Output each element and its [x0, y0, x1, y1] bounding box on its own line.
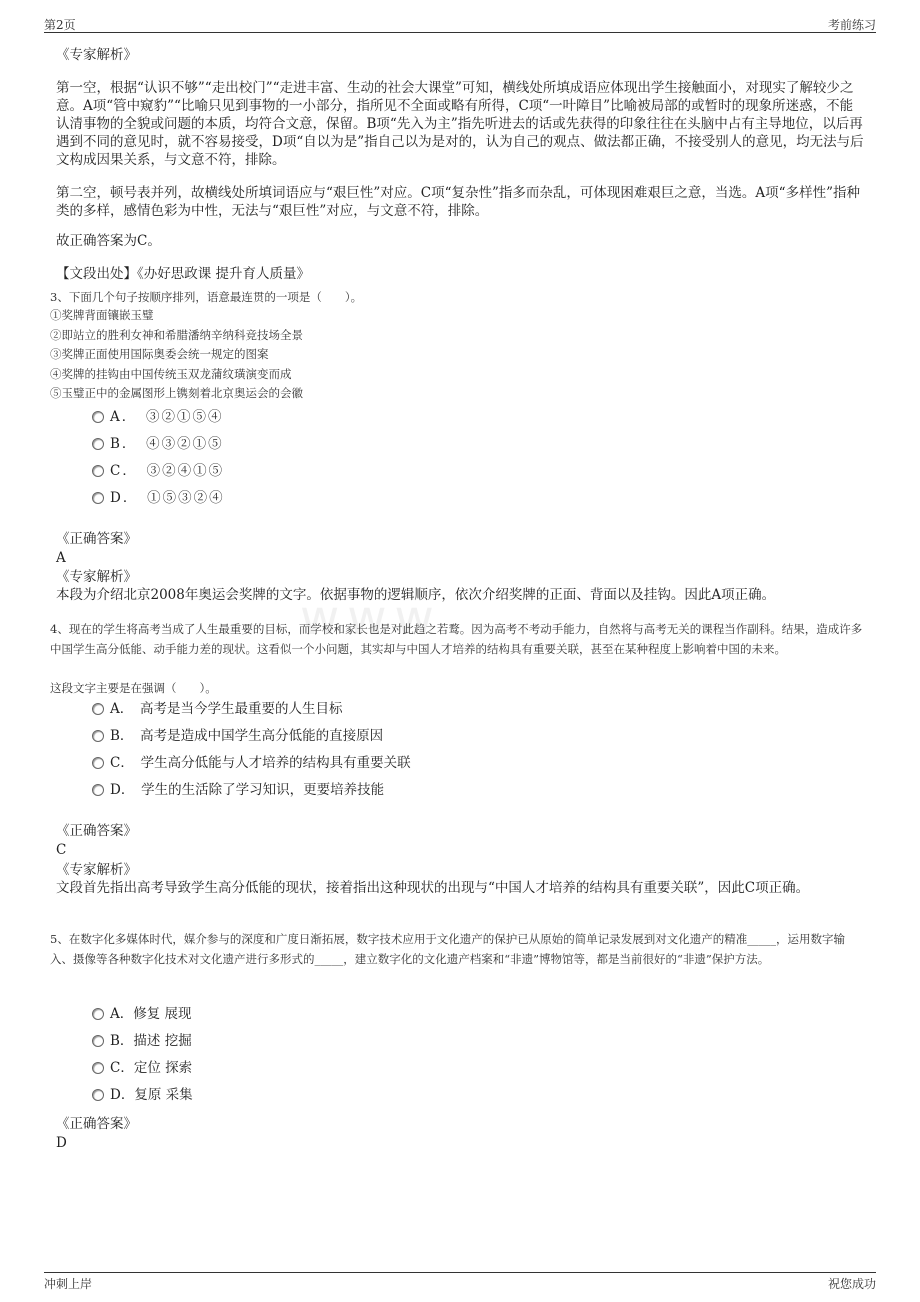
q4-ask: 这段文字主要是在强调（ ）。: [50, 681, 217, 695]
footer-left-text: 冲刺上岸: [44, 1277, 93, 1291]
q4-analysis: 文段首先指出高考导致学生高分低能的现状，接着指出这种现状的出现与“中国人才培养的结构具有重要关联”，因此C项正确。: [56, 880, 810, 896]
q4-option-b[interactable]: B． 高考是造成中国学生高分低能的直接原因: [92, 727, 383, 745]
q3-item-1: ①奖牌背面镶嵌玉璧: [50, 308, 154, 322]
radio-icon[interactable]: [92, 784, 104, 796]
q3-item-2: ②即站立的胜利女神和希腊潘纳辛纳科竞技场全景: [50, 327, 303, 342]
q3-item-5: ⑤玉璧正中的金属图形上镌刻着北京奥运会的会徽: [50, 386, 303, 400]
watermark: www: [300, 590, 442, 646]
radio-icon[interactable]: [92, 1008, 104, 1020]
radio-icon[interactable]: [92, 757, 104, 769]
q4-answer: C: [56, 842, 67, 858]
radio-icon[interactable]: [92, 1089, 104, 1101]
header-title: 考前练习: [827, 18, 876, 32]
q2-answer-line: 故正确答案为C。: [56, 233, 161, 249]
q3-item-3: ③奖牌正面使用国际奥委会统一规定的图案: [50, 347, 269, 361]
q4-option-c[interactable]: C． 学生高分低能与人才培养的结构具有重要关联: [92, 754, 411, 772]
page-number: 第2页: [44, 18, 76, 32]
q3-option-d[interactable]: D． ①⑤③②④: [92, 489, 225, 507]
radio-icon[interactable]: [92, 1062, 104, 1074]
answer-label-q4: 《正确答案》: [56, 823, 137, 839]
q5-option-c[interactable]: C．定位 探索: [92, 1059, 192, 1077]
q4-option-d[interactable]: D． 学生的生活除了学习知识，更要培养技能: [92, 781, 384, 799]
q5-answer: D: [56, 1135, 67, 1151]
q3-answer: A: [56, 550, 66, 566]
expert-label-q2: 《专家解析》: [56, 47, 137, 63]
q2-source: 【文段出处】《办好思政课 提升育人质量》: [56, 266, 311, 282]
q3-item-4: ④奖牌的挂钩由中国传统玉双龙蒲纹璜演变而成: [50, 366, 292, 381]
q3-stem: 3、下面几个句子按顺序排列，语意最连贯的一项是（ ）。: [50, 290, 363, 304]
radio-icon[interactable]: [92, 1035, 104, 1047]
radio-icon[interactable]: [92, 438, 104, 450]
q3-option-b[interactable]: B． ④③②①⑤: [92, 435, 224, 453]
answer-label-q3: 《正确答案》: [56, 531, 137, 547]
q5-option-b[interactable]: B．描述 挖掘: [92, 1032, 192, 1050]
footer-right-text: 祝您成功: [827, 1277, 876, 1291]
expert-label-q4: 《专家解析》: [56, 862, 137, 878]
page-header: [44, 16, 876, 33]
radio-icon[interactable]: [92, 703, 104, 715]
page-footer: [44, 1272, 876, 1295]
radio-icon[interactable]: [92, 465, 104, 477]
q2-analysis-p2: 第二空，顿号表并列，故横线处所填词语应与“艰巨性”对应。C项“复杂性”指多而杂乱，可体现困难艰巨之意，当选。A项“多样性”指种类的多样，感情色彩为中性，无法与“艰巨性”对应，与文意不符，排除。: [56, 185, 860, 219]
q5-option-a[interactable]: A．修复 展现: [92, 1005, 192, 1023]
radio-icon[interactable]: [92, 492, 104, 504]
q5-stem: 5、在数字化多媒体时代，媒介参与的深度和广度日渐拓展，数字技术应用于文化遗产的保护已从原始的简单记录发展到对文化遗产的精准_____，运用数字输入、摄像等各种数字化技术对文化遗产进行多形式的_____，建立数字化的文化遗产档案和“非遗”博物馆等，都是当前很好的“非遗”保护方法。: [50, 932, 846, 966]
q5-option-d[interactable]: D．复原 采集: [92, 1086, 193, 1104]
answer-label-q5: 《正确答案》: [56, 1116, 137, 1132]
q3-option-c[interactable]: C． ③②④①⑤: [92, 462, 224, 480]
expert-label-q3: 《专家解析》: [56, 569, 137, 585]
q2-analysis-p1: 第一空，根据“认识不够”“走出校门”“走进丰富、生动的社会大课堂”可知，横线处所填成语应体现出学生接触面小，对现实了解较少之意。A项“管中窥豹”“比喻只见到事物的一小部分，指所见不全面或略有所得，C项“一叶障目”比喻被局部的或暂时的现象所迷惑，不能认清事物的全貌或问题的本质，均符合文意，保留。B项“先入为主”指先听进去的话或先获得的印象往往在头脑中占有主导地位，以后再遇到不同的意见时，就不容易接受，D项“自以为是”指自己以为是对的，认为自己的观点、做法都正确，不接受别人的意见，均无法与后文构成因果关系，与文意不符，排除。: [56, 80, 864, 168]
q4-option-a[interactable]: A． 高考是当今学生最重要的人生目标: [92, 700, 343, 718]
q3-items: [50, 306, 860, 404]
radio-icon[interactable]: [92, 411, 104, 423]
q3-option-a[interactable]: A． ③②①⑤④: [92, 408, 224, 426]
q4-stem: 4、现在的学生将高考当成了人生最重要的目标，而学校和家长也是对此趋之若鹜。因为高考不考动手能力，自然将与高考无关的课程当作副科。结果，造成许多中国学生高分低能、动手能力差的现状。这看似一个小问题，其实却与中国人才培养的结构具有重要关联，甚至在某种程度上影响着中国的未来。: [50, 622, 863, 656]
radio-icon[interactable]: [92, 730, 104, 742]
q3-analysis: 本段为介绍北京2008年奥运会奖牌的文字。依据事物的逻辑顺序，依次介绍奖牌的正面、背面以及挂钩。因此A项正确。: [56, 587, 776, 603]
